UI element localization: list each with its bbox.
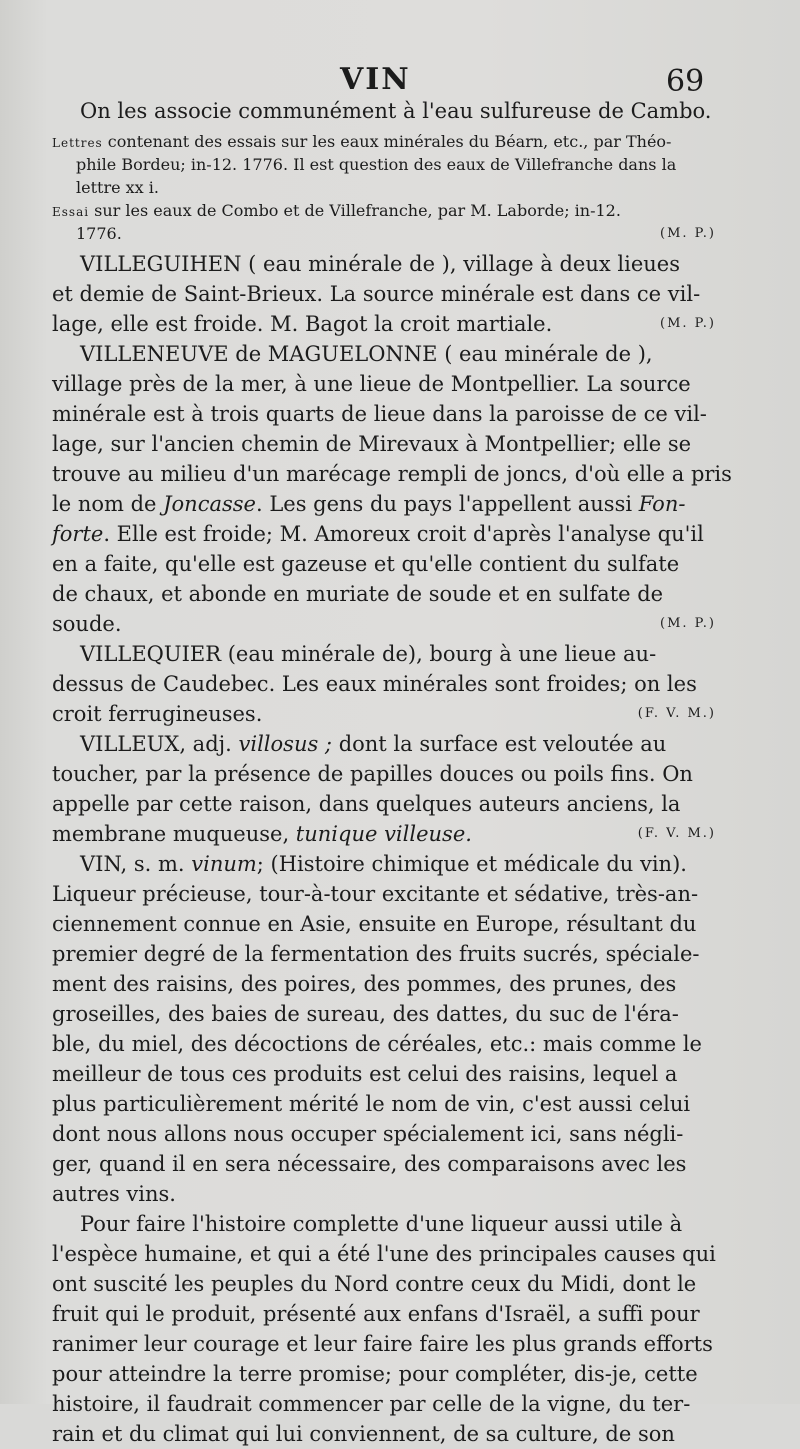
line-text: 1776. [76, 224, 122, 243]
author-tag: (M. P.) [660, 226, 716, 241]
text-line [52, 519, 716, 549]
text-line: ont suscité les peuples du Nord contre ceux du Midi, dont le [52, 1272, 697, 1296]
line-text: VIN, s. m. [80, 852, 192, 876]
text-line: fruit qui le produit, présenté aux enfans d'Israël, a suffi pour [52, 1302, 700, 1326]
text-line: Liqueur précieuse, tour-à-tour excitante et sédative, très-an- [52, 882, 699, 906]
entry-villeneuve: VILLENEUVE de MAGUELONNE ( eau minérale de ), [80, 342, 653, 366]
text-line: village près de la mer, à une lieue de Montpellier. La source [52, 372, 691, 396]
text-line: toucher, par la présence de papilles douces ou poils fins. On [52, 762, 693, 786]
bibliography-line [52, 130, 716, 153]
entry-villeguihen: VILLEGUIHEN ( eau minérale de ), village à deux lieues [80, 252, 680, 276]
line-text: . Les gens du pays l'appellent aussi [255, 492, 639, 516]
text-line: l'espèce humaine, et qui a été l'une des principales causes qui [52, 1242, 716, 1266]
bibliography-line [52, 222, 716, 245]
text-line: appelle par cette raison, dans quelques auteurs anciens, la [52, 792, 681, 816]
line-text: sur les eaux de Combo et de Villefranche, par M. Laborde; in-12. [89, 201, 621, 220]
author-tag: (M. P.) [660, 316, 716, 331]
line-text: le nom de [52, 492, 164, 516]
line-text: croit ferrugineuses. [52, 702, 263, 726]
text-line: lage, sur l'ancien chemin de Mirevaux à Montpellier; elle se [52, 432, 692, 456]
text-line: en a faite, qu'elle est gazeuse et qu'elle contient du sulfate [52, 552, 680, 576]
line-text: contenant des essais sur les eaux minérales du Béarn, etc., par Théo- [102, 132, 672, 151]
entry-vin [52, 849, 716, 879]
text-line: dont nous allons nous occuper spécialement ici, sans négli- [52, 1122, 684, 1146]
text-line: de chaux, et abonde en muriate de soude et en sulfate de [52, 582, 664, 606]
text-line: ment des raisins, des poires, des pommes, des prunes, des [52, 972, 677, 996]
italic-term: Joncasse [163, 492, 256, 516]
text-line: meilleur de tous ces produits est celui des raisins, lequel a [52, 1062, 678, 1086]
author-tag: (F. V. M.) [637, 706, 716, 721]
author-tag: (M. P.) [660, 616, 716, 631]
text-line: et demie de Saint-Brieux. La source minérale est dans ce vil- [52, 282, 701, 306]
line-text: soude. [52, 612, 122, 636]
italic-term: tunique villeuse. [295, 822, 472, 846]
paragraph-start: Pour faire l'histoire complette d'une liqueur aussi utile à [80, 1212, 683, 1236]
bibliography-line: lettre xx i. [76, 178, 159, 197]
italic-term: Fon- [638, 492, 686, 516]
text-line [52, 819, 716, 849]
text-line [52, 609, 716, 639]
text-line: On les associe communément à l'eau sulfureuse de Cambo. [80, 99, 712, 123]
text-line: histoire, il faudrait commencer par celle de la vigne, du ter- [52, 1392, 691, 1416]
small-caps-term: Essai [52, 205, 90, 219]
line-text: dont la surface est veloutée au [332, 732, 667, 756]
entry-villeux [52, 729, 716, 759]
bibliography-line: phile Bordeu; in-12. 1776. Il est question des eaux de Villefranche dans la [76, 155, 677, 174]
running-head: VIN [340, 62, 411, 97]
entry-villequier: VILLEQUIER (eau minérale de), bourg à une lieue au- [80, 642, 657, 666]
text-line: pour atteindre la terre promise; pour compléter, dis-je, cette [52, 1362, 698, 1386]
text-line: autres vins. [52, 1182, 176, 1206]
text-line: ciennement connue en Asie, ensuite en Europe, résultant du [52, 912, 697, 936]
page-number: 69 [666, 64, 705, 99]
text-line [52, 489, 716, 519]
small-caps-term: Lettres [52, 136, 103, 150]
text-line: rain et du climat qui lui conviennent, de sa culture, de son [52, 1422, 675, 1446]
text-line: ranimer leur courage et leur faire faire les plus grands efforts [52, 1332, 713, 1356]
line-text: ; (Histoire chimique et médicale du vin). [256, 852, 687, 876]
italic-term: vinum [191, 852, 257, 876]
text-line [52, 309, 716, 339]
text-line: groseilles, des baies de sureau, des dattes, du suc de l'éra- [52, 1002, 679, 1026]
text-line: minérale est à trois quarts de lieue dans la paroisse de ce vil- [52, 402, 707, 426]
bibliography-line [52, 199, 716, 222]
italic-term: forte [52, 522, 104, 546]
line-text: lage, elle est froide. M. Bagot la croit martiale. [52, 312, 553, 336]
text-line: ger, quand il en sera nécessaire, des comparaisons avec les [52, 1152, 687, 1176]
text-line: dessus de Caudebec. Les eaux minérales sont froides; on les [52, 672, 697, 696]
page-body [52, 96, 732, 1449]
line-text: . Elle est froide; M. Amoreux croit d'après l'analyse qu'il [103, 522, 704, 546]
italic-term: villosus ; [238, 732, 333, 756]
author-tag: (F. V. M.) [637, 826, 716, 841]
text-line: plus particulièrement mérité le nom de vin, c'est aussi celui [52, 1092, 691, 1116]
text-line: premier degré de la fermentation des fruits sucrés, spéciale- [52, 942, 700, 966]
text-line [52, 699, 716, 729]
text-line: ble, du miel, des décoctions de céréales, etc.: mais comme le [52, 1032, 702, 1056]
line-text: membrane muqueuse, [52, 822, 296, 846]
text-line: trouve au milieu d'un marécage rempli de joncs, d'où elle a pris [52, 462, 732, 486]
line-text: VILLEUX, adj. [80, 732, 239, 756]
